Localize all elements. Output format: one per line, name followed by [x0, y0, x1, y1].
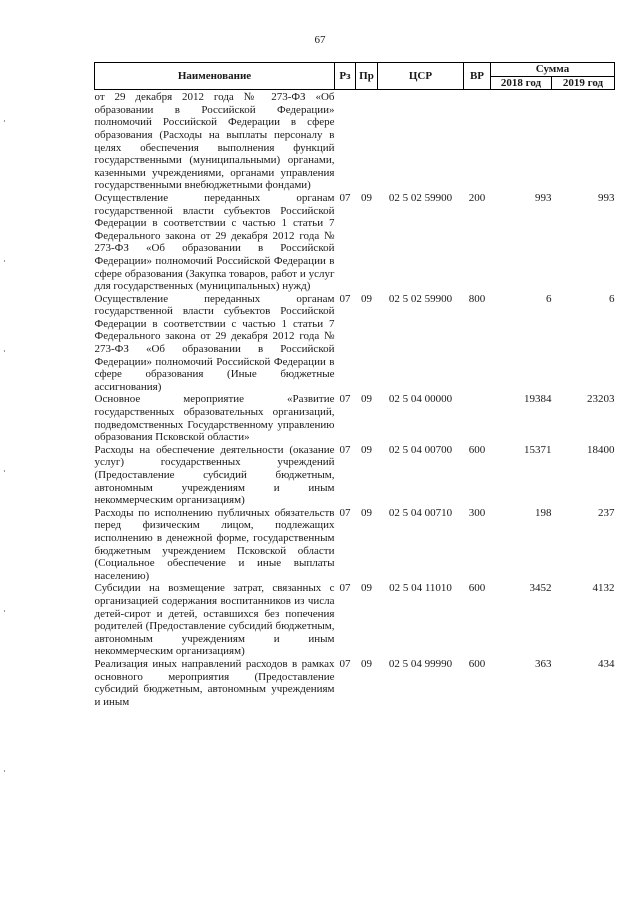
- row-pr: [356, 90, 378, 192]
- table-row: [95, 393, 615, 443]
- row-sum-2018: 993: [535, 191, 552, 204]
- row-sum-2019: 18400: [587, 443, 615, 456]
- header-name: Наименование: [95, 63, 335, 90]
- row-vr: [464, 393, 491, 443]
- row-sum-2019: 23203: [587, 393, 615, 406]
- row-name: от 29 декабря 2012 года № 273-ФЗ «Об образовании в Российской Федерации» полномочий Российской Федерации в сфере образования (Расходы на выплаты персоналу в целях обеспечения выполнения функций государственными (муниципальными) органами, казенными учреждениями, органами управления государственными внебюджетными фондами): [94, 91, 335, 192]
- table-body: [95, 90, 615, 709]
- table-row: [95, 658, 615, 708]
- row-sum-2018: [491, 90, 552, 192]
- row-sum-2018: 3452: [529, 582, 552, 595]
- row-rz: [335, 90, 356, 192]
- row-name: Расходы по исполнению публичных обязательств перед физическим лицом, подлежащих исполнению в денежной форме, государственным бюджетным учреждением Псковской области (Социальное обеспечение и иные выплаты населению): [94, 506, 335, 582]
- table-row: [95, 582, 615, 658]
- row-name: Реализация иных направлений расходов в рамках основного мероприятия (Предоставление субсидий бюджетным, автономным учреждениям и иным: [94, 657, 335, 708]
- header-rz: Рз: [335, 63, 356, 90]
- row-csr: 02 5 04 00700: [388, 443, 453, 456]
- row-vr: 600: [468, 443, 486, 456]
- header-year-2019: 2019 год: [552, 76, 615, 90]
- row-csr: 02 5 04 00000: [388, 393, 453, 406]
- row-pr: 09: [361, 393, 372, 406]
- row-sum-2019: 237: [598, 506, 615, 519]
- row-vr: 800: [468, 292, 486, 305]
- table-row: [95, 192, 615, 293]
- row-sum-2018: 6: [546, 292, 552, 305]
- row-vr: [464, 90, 491, 192]
- row-name: Осуществление переданных органам государственной власти субъектов Российской Федерации в соответствии с частью 1 статьи 7 Федерального закона от 29 декабря 2012 года № 273-ФЗ «Об образовании в Российской Федерации» полномочий Российской Федерации в сфере образования (Иные бюджетные ассигнования): [94, 292, 335, 393]
- row-csr: 02 5 02 59900: [388, 191, 453, 204]
- row-sum-2019: 434: [598, 657, 615, 670]
- row-pr: 09: [361, 506, 372, 519]
- row-csr: 02 5 04 00710: [388, 506, 453, 519]
- table-row: [95, 444, 615, 507]
- row-pr: 09: [361, 292, 372, 305]
- row-name: Осуществление переданных органам государственной власти субъектов Российской Федерации в соответствии с частью 1 статьи 7 Федерального закона от 29 декабря 2012 года № 273-ФЗ «Об образовании в Российской Федерации» полномочий Российской Федерации в сфере образования (Закупка товаров, работ и услуг для государственных (муниципальных) нужд): [94, 191, 335, 293]
- row-rz: 07: [339, 443, 351, 456]
- row-rz: 07: [339, 393, 351, 406]
- row-sum-2019: 4132: [592, 582, 615, 595]
- header-year-2018: 2018 год: [491, 76, 552, 90]
- row-sum-2018: 19384: [524, 393, 552, 406]
- row-csr: 02 5 04 99990: [388, 657, 453, 670]
- row-pr: 09: [361, 657, 372, 670]
- header-vr: ВР: [464, 63, 491, 90]
- table-header: [95, 63, 615, 90]
- row-rz: 07: [339, 292, 351, 305]
- table-row: [95, 293, 615, 394]
- row-sum-2018: 15371: [524, 443, 552, 456]
- row-name: Расходы на обеспечение деятельности (оказание услуг) государственных учреждений (Предоставление субсидий бюджетным, автономным учреждениям и иным некоммерческим организациям): [94, 443, 335, 507]
- row-sum-2019: 6: [609, 292, 615, 305]
- header-csr: ЦСР: [378, 63, 464, 90]
- row-vr: 200: [468, 191, 486, 204]
- row-sum-2018: 363: [535, 657, 552, 670]
- row-csr: [378, 90, 464, 192]
- row-sum-2018: 198: [535, 506, 552, 519]
- scan-edge-marks: [4, 0, 6, 905]
- header-sum: Сумма: [491, 63, 615, 77]
- row-rz: 07: [339, 657, 351, 670]
- row-pr: 09: [361, 443, 372, 456]
- row-csr: 02 5 04 11010: [389, 582, 452, 595]
- row-rz: 07: [339, 191, 351, 204]
- row-vr: 600: [468, 657, 486, 670]
- row-sum-2019: [552, 90, 615, 192]
- row-sum-2019: 993: [598, 191, 615, 204]
- row-rz: 07: [339, 582, 351, 595]
- row-vr: 300: [468, 506, 486, 519]
- table-row: [95, 507, 615, 583]
- row-rz: 07: [339, 506, 351, 519]
- row-name: Основное мероприятие «Развитие государственных образовательных организаций, подведомственных Государственному управлению образования Псковской области»: [94, 393, 335, 444]
- row-name: Субсидии на возмещение затрат, связанных с организацией содержания воспитанников из числа детей-сирот и детей, оставшихся без попечения родителей (Предоставление субсидий бюджетным, автономным учреждениям и иным некоммерческим организациям): [94, 582, 335, 658]
- row-csr: 02 5 02 59900: [388, 292, 453, 305]
- table-row: [95, 90, 615, 192]
- row-vr: 600: [468, 582, 486, 595]
- row-pr: 09: [361, 582, 372, 595]
- header-pr: Пр: [356, 63, 378, 90]
- row-pr: 09: [361, 191, 372, 204]
- page-number: 67: [314, 34, 326, 46]
- budget-table: [94, 62, 615, 708]
